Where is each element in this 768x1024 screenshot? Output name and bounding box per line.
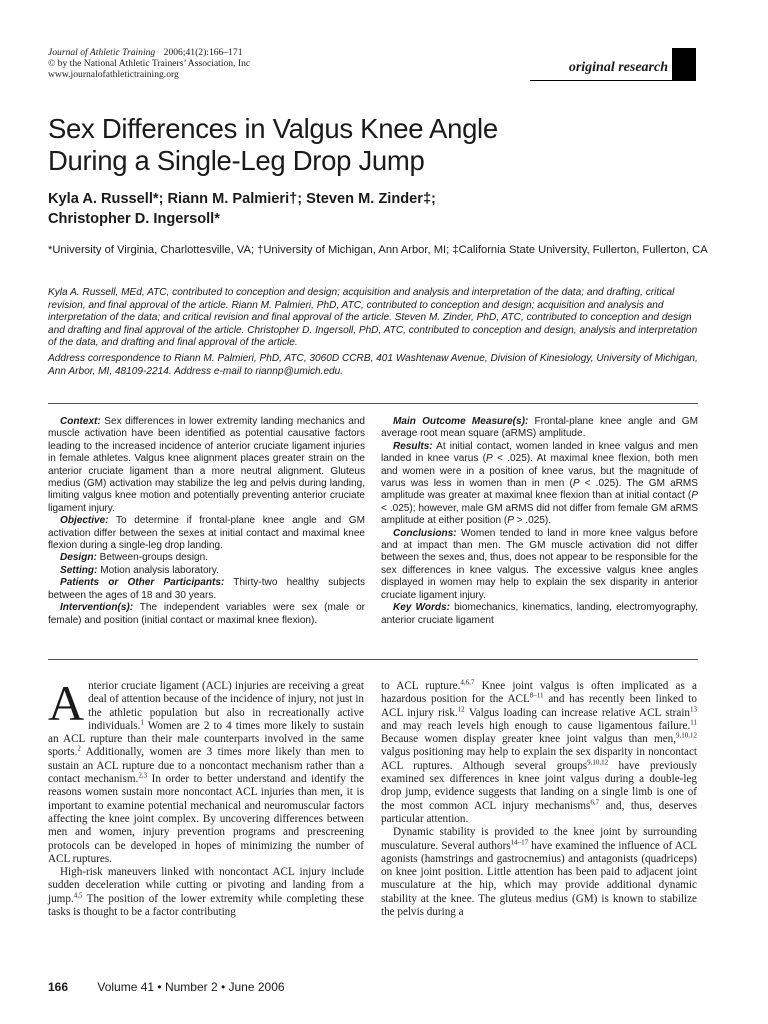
abstract-bottom-rule	[48, 659, 698, 660]
abstract-patients	[48, 577, 365, 602]
results-text-c: < .025). The GM aRMS amplitude was greater at maximal knee flexion than at initial contact (	[381, 478, 698, 502]
context-text: Sex differences in lower extremity landing mechanics and muscle activation have been identified as potential causative factors leading to the increased incidence of anterior cruciate ligament injuries in female athletes. Valgus knee alignment places greater strain on the anterior cruciate ligament than a more neutral alignment. Gluteus medius (GM) activation may stabilize the leg and pelvis during landing, limiting valgus knee motion and potentially preventing anterior cruciate ligament injury.	[48, 416, 365, 514]
authors-line-1: Kyla A. Russell*; Riann M. Palmieri†; Steven M. Zinder‡;	[48, 191, 436, 207]
abstract-context	[48, 416, 365, 515]
page-number: 166	[48, 980, 69, 994]
results-text-d: < .025); however, male GM aRMS did not differ from female GM aRMS amplitude at either position (	[381, 502, 698, 527]
abstract-conclusions	[381, 528, 698, 602]
body-text: valgus positioning may help to explain the sex disparity in noncontact ACL ruptures. Although several groups	[381, 746, 697, 772]
citation-ref: 6,7	[590, 797, 600, 806]
article-title-line-2: During a Single-Leg Drop Jump	[48, 145, 425, 176]
design-label: Design:	[60, 552, 97, 564]
objective-label: Objective:	[60, 515, 109, 527]
citation-ref: 2	[77, 744, 81, 753]
setting-text: Motion analysis laboratory.	[97, 564, 219, 576]
body-text: and, thus, deserves particular attention.	[381, 799, 697, 825]
affiliations: *University of Virginia, Charlottesville, VA; †University of Michigan, Ann Arbor, MI; ‡California State University, Fullerton, Fullerton, CA	[48, 244, 708, 256]
body-text: Additionally, women are 3 times more likely than men to sustain an ACL rupture due to a noncontact mechanism rather than a contact mechanism.	[48, 746, 364, 786]
article-title-line-1: Sex Differences in Valgus Knee Angle	[48, 113, 498, 144]
abstract-objective	[48, 515, 365, 552]
journal-citation: 2006;41(2):166–171	[163, 47, 243, 58]
body-paragraph-2	[48, 866, 364, 919]
context-label: Context:	[60, 416, 101, 427]
abstract-right-column	[381, 416, 698, 627]
section-tag-rule	[530, 80, 696, 81]
citation-ref: 2,3	[138, 771, 148, 780]
keywords-text: biomechanics, kinematics, landing, electromyography, anterior cruciate ligament	[381, 602, 698, 626]
p-value-symbol: P	[572, 478, 580, 490]
abstract-keywords	[381, 602, 698, 627]
copyright-line: © by the National Athletic Trainers’ Association, Inc	[48, 58, 251, 69]
journal-name: Journal of Athletic Training	[48, 47, 156, 58]
results-text-e: > .025).	[513, 515, 552, 527]
body-text: have previously examined sex differences in knee joint valgus during a double-leg drop jump, evidence suggests that landing on a single limb is one of the most common ACL injury mechanisms	[381, 759, 697, 812]
body-text: Dynamic stability is provided to the knee joint by surrounding musculature. Several authors	[381, 826, 697, 852]
conclusions-label: Conclusions:	[393, 527, 457, 539]
setting-label: Setting:	[60, 564, 98, 576]
body-right-column	[381, 680, 697, 919]
body-text: have examined the influence of ACL agonists (hamstrings and gastrocnemius) and antagonists (quadriceps) on knee joint position. Little attention has been paid to adjacent joint musculature at the hip, which may provide additional dynamic stability at the knee. The gluteus medius (GM) is known to stabilize the pelvis during a	[381, 839, 697, 919]
citation-ref: 1	[140, 718, 144, 727]
results-text-a: At initial contact, women landed in knee valgus and men landed in knee varus (	[381, 440, 698, 465]
section-tag-block	[672, 48, 696, 80]
p-value-symbol: P	[486, 453, 493, 465]
citation-ref: 13	[690, 704, 697, 713]
p-value-symbol: P	[691, 490, 698, 502]
body-text: Valgus loading can increase relative ACL strain	[464, 706, 690, 719]
author-contributions: Kyla A. Russell, MEd, ATC, contributed to conception and design; acquisition and analysis and interpretation of the data; and drafting, critical revision, and final approval of the article. Riann M. Palmieri, PhD, ATC, contributed to conception and design; acquisition and analysis and interpretation of the data; and critical revision and final approval of the article. Steven M. Zinder, PhD, ATC, contributed to conception and design and drafting and final approval of the article. Christopher D. Ingersoll, PhD, ATC, contributed to conception and design, analysis and interpretation of the data, and drafting and final approval of the article.	[48, 287, 698, 349]
page-footer	[48, 980, 708, 994]
objective-text: To determine if frontal-plane knee angle and GM activation differ between the sexes at initial contact and maximal knee flexion during a single-leg drop landing.	[48, 515, 365, 552]
body-text: nterior cruciate ligament (ACL) injuries are receiving a great deal of attention because of the incidence of injury, not just in the athletic population but also in recreationally active individuals.	[88, 680, 364, 732]
body-text: and may reach levels high enough to cause ligamentous failure.	[381, 719, 691, 732]
results-label: Results:	[393, 440, 433, 452]
body-text: The position of the lower extremity while completing these tasks is thought to be a factor contributing	[48, 892, 364, 919]
interventions-label: Intervention(s):	[60, 602, 134, 614]
patients-text: Thirty-two healthy subjects between the ages of 18 and 30 years.	[48, 577, 366, 601]
citation-ref: 4,6,7	[460, 678, 475, 687]
outcome-label: Main Outcome Measure(s):	[393, 416, 529, 427]
body-text: Because women display greater knee joint valgus than men,	[381, 733, 676, 746]
citation-ref: 9,10,12	[676, 731, 697, 740]
conclusions-text: Women tended to land in more knee valgus before and at impact than men. The GM muscle activation did not differ between the sexes and, thus, does not appear to be responsible for the sex differences in knee valgus. The excessive valgus knee angles displayed in women may help to explain the sex disparity in anterior cruciate ligament injury.	[381, 527, 698, 601]
abstract-interventions	[48, 602, 365, 627]
body-text: Knee joint valgus is often implicated as a hazardous position for the ACL	[381, 680, 697, 706]
citation-ref: 14–17	[510, 837, 529, 846]
citation-ref: 8–11	[529, 691, 544, 700]
drop-cap: A	[48, 675, 85, 731]
body-text: In order to better understand and identify the reasons women sustain more noncontact ACL injuries than men, it is important to examine potential mechanical and neuromuscular factors affecting the knee joint complex. By uncovering differences between men and women, injury prevention programs and prescreening protocols can be developed in hopes of minimizing the number of ACL ruptures.	[48, 773, 364, 865]
citation-ref: 12	[457, 704, 465, 713]
section-tag: original research	[568, 60, 668, 75]
author-contributions-block	[48, 287, 698, 378]
abstract-top-rule	[48, 403, 698, 404]
journal-website[interactable]: www.journalofathletictraining.org	[48, 69, 179, 80]
journal-header	[48, 47, 388, 80]
citation-ref: 4,5	[73, 891, 83, 900]
citation-ref: 11	[690, 718, 697, 727]
body-left-column	[48, 675, 364, 919]
citation-ref: 9,10,12	[587, 758, 609, 767]
body-paragraph-3	[381, 680, 697, 826]
body-text: to ACL rupture.	[381, 680, 461, 692]
patients-label: Patients or Other Participants:	[60, 577, 225, 589]
outcome-text: Frontal-plane knee angle and GM average root mean square (aRMS) amplitude.	[381, 416, 698, 440]
abstract-setting	[48, 565, 365, 577]
abstract-outcome	[381, 416, 698, 441]
body-paragraph-1	[48, 675, 364, 866]
design-text: Between-groups design.	[96, 552, 208, 564]
body-text: and has recently been linked to ACL injury risk.	[381, 693, 697, 719]
abstract-left-column	[48, 416, 365, 627]
p-value-symbol: P	[507, 515, 514, 527]
authors-line-2: Christopher D. Ingersoll*	[48, 211, 220, 227]
body-text: High-risk maneuvers linked with noncontact ACL injury include sudden deceleration while cutting or pivoting and landing from a jump.	[48, 866, 364, 905]
keywords-label: Key Words:	[393, 602, 450, 614]
body-paragraph-4	[381, 826, 697, 919]
results-text-b: < .025). At maximal knee flexion, both men and women were in a position of knee varus, but the magnitude of varus was less in women than in men (	[381, 453, 699, 490]
issue-info: Volume 41 • Number 2 • June 2006	[97, 980, 285, 994]
interventions-text: The independent variables were sex (male or female) and position (initial contact or maximal knee flexion).	[48, 602, 365, 626]
article-title	[48, 113, 708, 177]
author-list	[48, 189, 708, 229]
abstract-results	[381, 441, 698, 528]
abstract-design	[48, 552, 365, 564]
correspondence-address: Address correspondence to Riann M. Palmieri, PhD, ATC, 3060D CCRB, 401 Washtenaw Avenue, Division of Kinesiology, University of Michigan, Ann Arbor, MI, 48109-2214. Address e-mail to riannp@umich.edu.	[48, 352, 698, 377]
body-text: Women are 2 to 4 times more likely to sustain an ACL rupture than their male counterparts involved in the same sports.	[48, 719, 364, 759]
